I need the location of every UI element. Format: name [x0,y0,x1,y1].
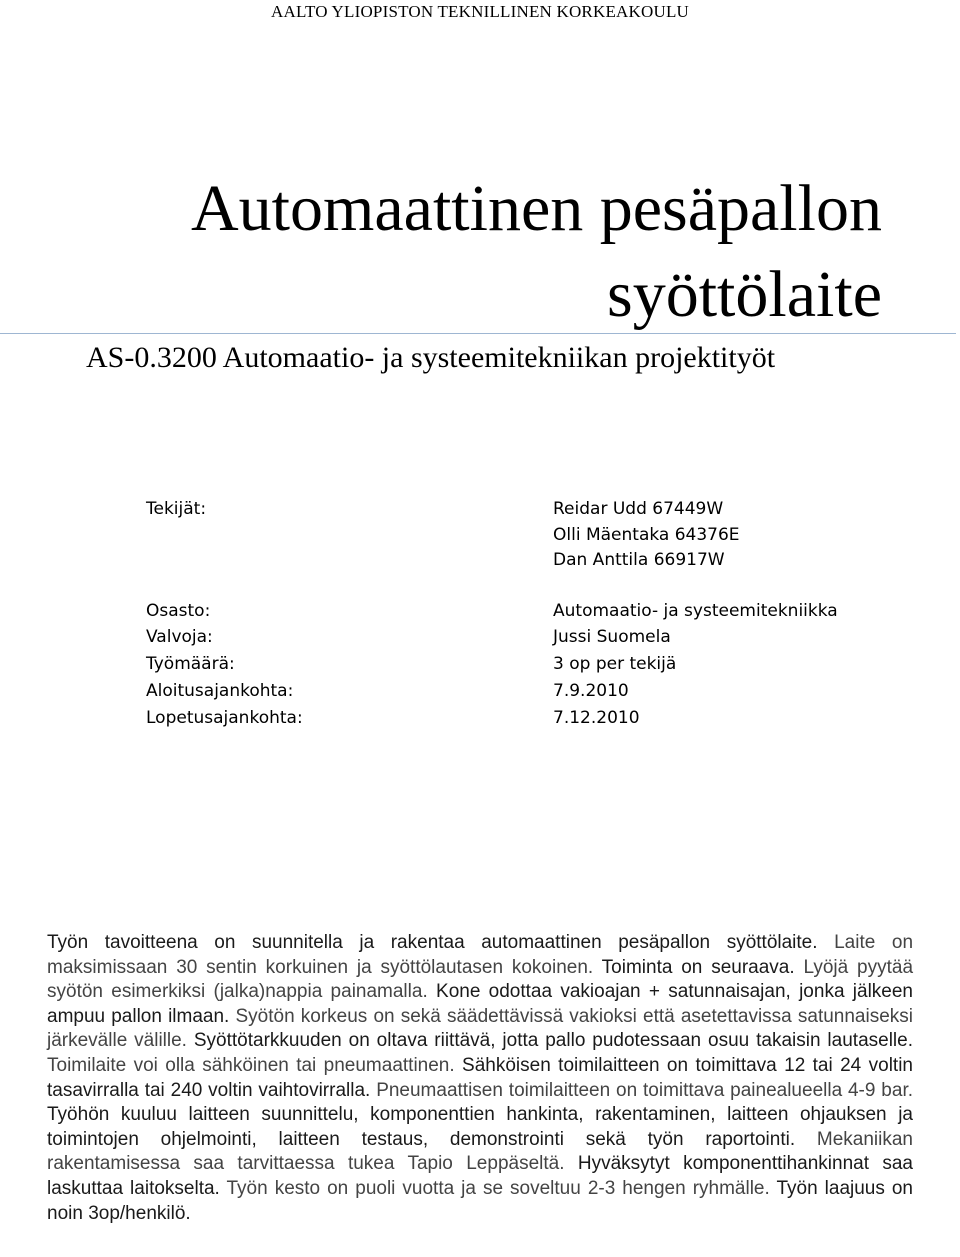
author-name: Dan Anttila 66917W [553,550,725,570]
author-name: Olli Mäentaka 64376E [553,525,740,545]
university-header: AALTO YLIOPISTON TEKNILLINEN KORKEAKOULU [270,2,690,21]
description-sentence: Pneumaattisen toimilaitteen on toimittava painealueella 4-9 bar. [376,1079,913,1101]
description-sentence: Työn laajuus on noin 3op/henkilö. [47,1177,914,1224]
description-sentence: Mekaniikan rakentamisessa saa tarvittaessa tukea Tapio Leppäseltä. [47,1128,913,1175]
document-title-line-1: Automaattinen pesäpallon [191,172,882,245]
description-sentence: Toiminta on seuraava. [601,956,795,978]
project-description [47,931,913,1226]
supervisor-label: Valvoja: [146,627,213,647]
description-sentence: Sähköisen toimilaitteen on toimittava 12 tai 24 voltin tasavirralla tai 240 voltin vaihtovirralla. [47,1054,913,1101]
end-date-label: Lopetusajankohta: [146,708,303,728]
title-divider [0,333,956,334]
end-date-value: 7.12.2010 [553,708,640,728]
author-name: Reidar Udd 67449W [553,499,724,519]
description-sentence: Työhön kuuluu laitteen suunnittelu, komponenttien hankinta, rakentaminen, laitteen ohjauksen ja toimintojen ohjelmointi, laitteen testaus, demonstrointi sekä työn raportointi. [47,1104,913,1150]
description-sentence: Syöttötarkkuuden on oltava riittävä, jotta pallo pudotessaan osuu takaisin lautaselle. [193,1030,913,1052]
description-sentence: Kone odottaa vakioajan + satunnaisajan, jonka jälkeen ampuu pallon ilmaan. [47,981,913,1027]
document-title-line-2: syöttölaite [607,258,882,331]
start-date-label: Aloitusajankohta: [146,681,294,701]
description-sentence: Hyväksytyt komponenttihankinnat saa laskuttaa laitokselta. [47,1153,914,1199]
supervisor-value: Jussi Suomela [553,627,671,647]
workload-label: Työmäärä: [146,654,235,674]
authors-label: Tekijät: [146,499,207,519]
start-date-value: 7.9.2010 [553,681,629,701]
description-sentence: Lyöjä pyytää syötön esimerkiksi (jalka)nappia painamalla. [47,956,914,1003]
description-sentence: Työn tavoitteena on suunnitella ja rakentaa automaattinen pesäpallon syöttölaite. [47,932,818,953]
department-label: Osasto: [146,601,211,621]
description-sentence: Toimilaite voi olla sähköinen tai pneumaattinen. [47,1054,455,1076]
course-subtitle: AS-0.3200 Automaatio- ja systeemitekniikan projektityöt [86,341,776,374]
description-sentence: Työn kesto on puoli vuotta ja se soveltuu 2-3 hengen ryhmälle. [226,1177,770,1199]
department-value: Automaatio- ja systeemitekniikka [553,601,838,621]
workload-value: 3 op per tekijä [553,654,677,674]
description-sentence: Syötön korkeus on sekä säädettävissä vakioksi että asetettavissa satunnaiseksi järkevälle välille. [47,1005,913,1052]
description-sentence: Laite on maksimissaan 30 sentin korkuinen ja syöttölautasen kokoinen. [47,932,914,978]
